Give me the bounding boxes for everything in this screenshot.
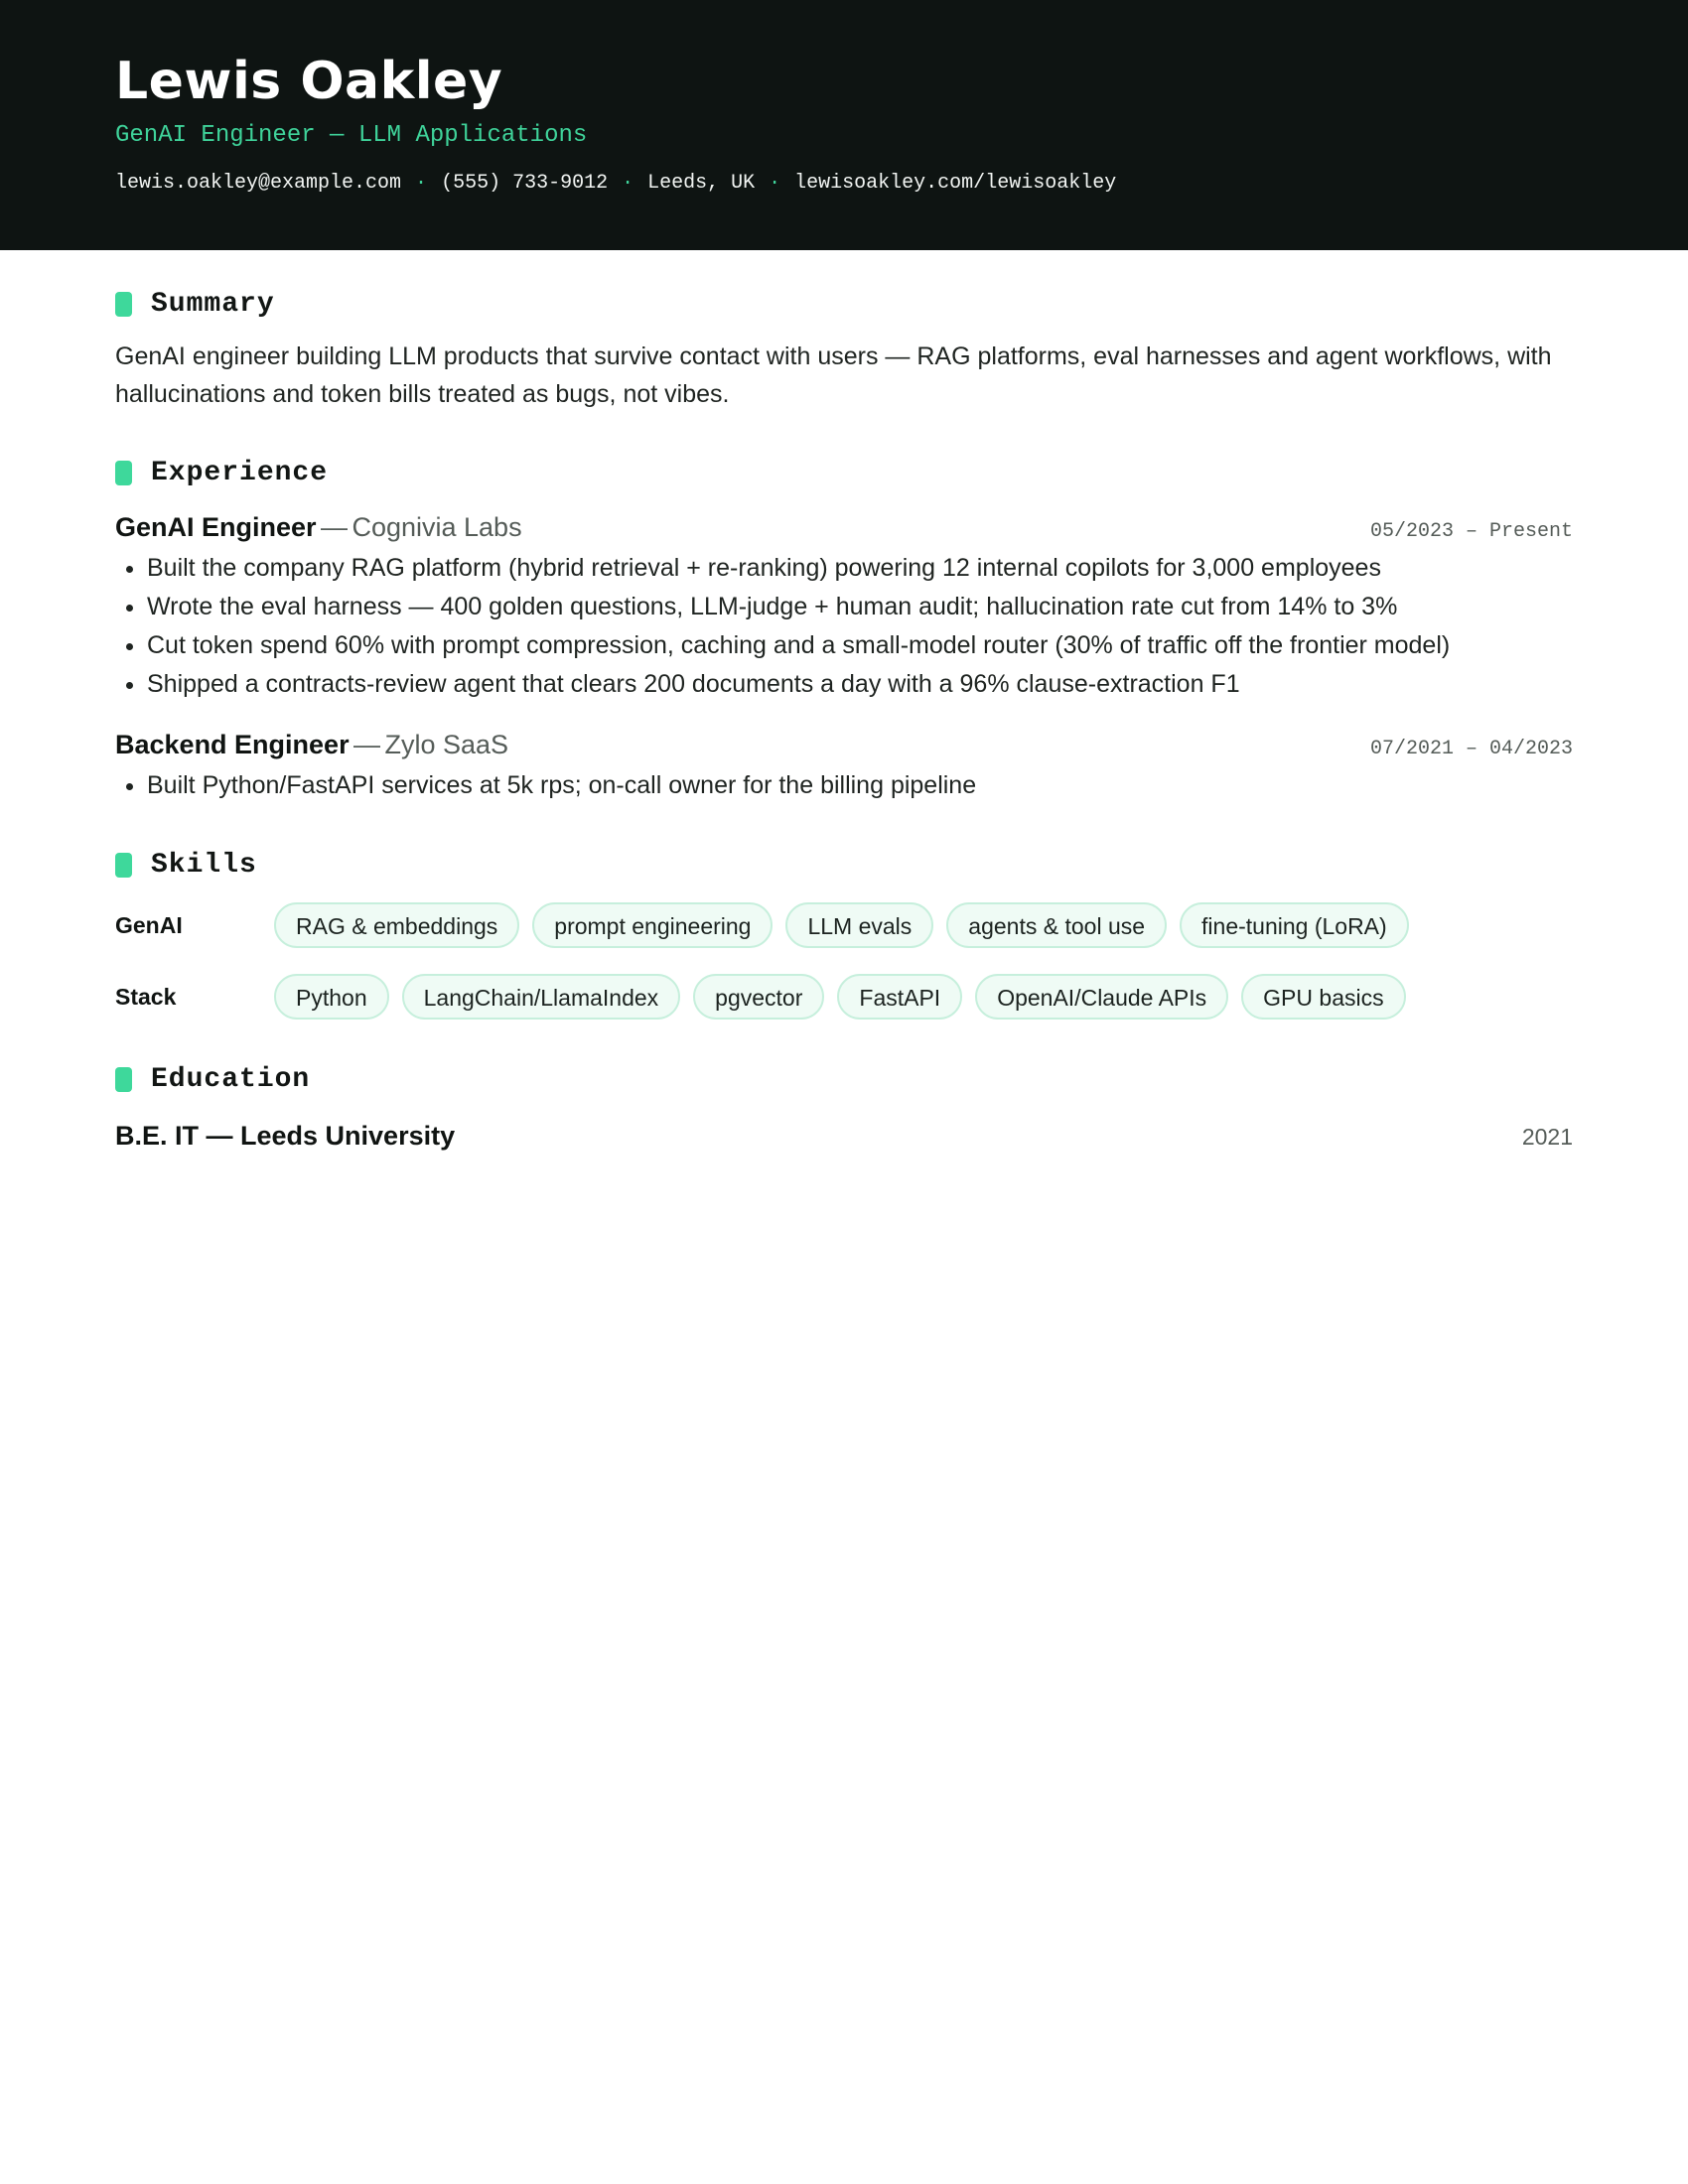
job-company: Cognivia Labs [352, 512, 522, 542]
contact-email[interactable]: lewis.oakley@example.com [115, 172, 402, 195]
skill-chip: pgvector [693, 974, 824, 1020]
skill-chip: RAG & embeddings [274, 902, 519, 948]
contact-separator: · [622, 172, 634, 195]
skill-row-label: GenAI [115, 911, 183, 938]
contact-website[interactable]: lewisoakley.com/lewisoakley [794, 172, 1117, 195]
job-bullet: • Cut token spend 60% with prompt compression, caching and a small-model router (30% of traffic off the frontier model) [147, 626, 1573, 665]
section-heading [115, 284, 1573, 324]
summary-section [115, 284, 1573, 413]
education-year: 2021 [1521, 1124, 1573, 1150]
job-header [115, 730, 1573, 760]
skill-chip: OpenAI/Claude APIs [975, 974, 1228, 1020]
job-header [115, 512, 1573, 543]
candidate-name: Lewis Oakley [115, 52, 503, 111]
job-bullet: • Built Python/FastAPI services at 5k rps; on-call owner for the billing pipeline [147, 766, 1573, 805]
job-bullet: • Shipped a contracts-review agent that clears 200 documents a day with a 96% clause-extraction F1 [147, 665, 1573, 704]
job-dates: 07/2021 – 04/2023 [1369, 738, 1573, 760]
job-dash: — [321, 512, 348, 542]
skill-chips [274, 974, 1419, 1020]
education-title: Education [151, 1063, 311, 1095]
skills-section [115, 845, 1573, 1020]
skills-title: Skills [151, 849, 257, 881]
experience-title: Experience [151, 457, 329, 488]
skill-chip: prompt engineering [532, 902, 773, 948]
job-company: Zylo SaaS [384, 730, 509, 759]
resume-body [0, 250, 1688, 1152]
job-entry [115, 730, 1573, 805]
section-marker-icon [115, 853, 132, 878]
resume-header [0, 0, 1688, 250]
job-entry [115, 512, 1573, 704]
contact-location: Leeds, UK [647, 172, 756, 195]
summary-title: Summary [151, 288, 275, 320]
section-heading [115, 845, 1573, 885]
summary-text: GenAI engineer building LLM products that survive contact with users — RAG platforms, eval harnesses and agent workflows, with hallucinations and token bills treated as bugs, not vibes. [115, 342, 1552, 408]
skill-row [115, 974, 1573, 1020]
skill-chip: agents & tool use [946, 902, 1167, 948]
job-dates: 05/2023 – Present [1369, 520, 1573, 543]
skill-chip: FastAPI [837, 974, 962, 1020]
contact-line [115, 171, 1573, 197]
education-section [115, 1059, 1573, 1152]
contact-separator: · [769, 172, 781, 195]
skill-chip: LLM evals [785, 902, 933, 948]
skill-chip: Python [274, 974, 389, 1020]
section-marker-icon [115, 461, 132, 485]
skill-row [115, 902, 1573, 948]
experience-section [115, 453, 1573, 805]
skill-chip: LangChain/LlamaIndex [402, 974, 681, 1020]
job-bullet: • Built the company RAG platform (hybrid retrieval + re-ranking) powering 12 internal copilots for 3,000 employees [147, 549, 1573, 588]
job-bullets [115, 549, 1573, 704]
section-heading [115, 453, 1573, 492]
job-title: Backend Engineer [115, 730, 350, 759]
job-dash: — [353, 730, 381, 759]
skill-chip: GPU basics [1241, 974, 1405, 1020]
section-marker-icon [115, 292, 132, 317]
contact-phone[interactable]: (555) 733-9012 [441, 172, 609, 195]
job-bullet: • Wrote the eval harness — 400 golden questions, LLM-judge + human audit; hallucination rate cut from 14% to 3% [147, 588, 1573, 626]
section-marker-icon [115, 1067, 132, 1092]
skill-chip: fine-tuning (LoRA) [1180, 902, 1409, 948]
job-title: GenAI Engineer [115, 512, 317, 542]
skill-row-label: Stack [115, 983, 177, 1010]
skill-chips [274, 902, 1422, 948]
education-degree: B.E. IT — Leeds University [115, 1121, 456, 1151]
job-bullets [115, 766, 1573, 805]
education-entry [115, 1121, 1573, 1152]
candidate-role: GenAI Engineer — LLM Applications [115, 122, 588, 149]
section-heading [115, 1059, 1573, 1099]
contact-separator: · [415, 172, 428, 195]
